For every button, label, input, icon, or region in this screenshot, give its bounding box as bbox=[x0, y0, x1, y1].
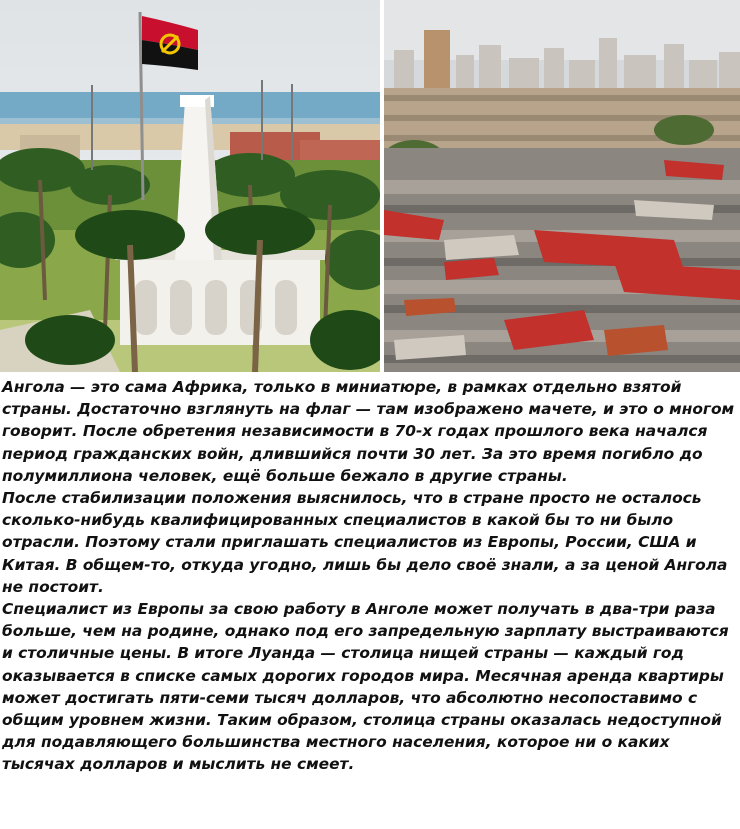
luanda-monument-photo bbox=[0, 0, 380, 372]
paragraph-1: Ангола — это сама Африка, только в миниатюре, в рамках отдельно взятой страны. Достаточно взглянуть на флаг — там изображено мачете, и это о многом говорит. После обретения независимости в 70-х годах прошлого века начался период гражданских войн, длившийся почти 30 лет. За это время погибло до полумиллиона человек, ещё больше бежало в другие страны. bbox=[2, 378, 735, 485]
photo-collage bbox=[0, 0, 740, 372]
paragraph-2: После стабилизации положения выяснилось, что в стране просто не осталось сколько-нибудь квалифицированных специалистов в какой бы то ни было отрасли. Поэтому стали приглашать специалистов из Европы, России, США и Китая. В общем-то, откуда угодно, лишь бы дело своё знали, а за ценой Ангола не постоит. bbox=[2, 489, 728, 596]
luanda-slums-photo bbox=[384, 0, 740, 372]
slums-photo-icon bbox=[384, 0, 740, 372]
paragraph-3: Специалист из Европы за свою работу в Анголе может получать в два-три раза больше, чем на родине, однако под его запредельную зарплату выстраиваются и столичные цены. В итоге Луанда — столица нищей страны — каждый год оказывается в списке самых дорогих городов мира. Месячная аренда квартиры может достигать пяти-семи тысяч долларов, что абсолютно несопоставимо с общим уровнем жизни. Таким образом, столица страны оказалась недоступной для подавляющего большинства местного населения, которое ни о каких тысячах долларов и мыслить не смеет. bbox=[2, 600, 729, 774]
article-text bbox=[2, 376, 738, 776]
monument-photo-icon bbox=[0, 0, 380, 372]
